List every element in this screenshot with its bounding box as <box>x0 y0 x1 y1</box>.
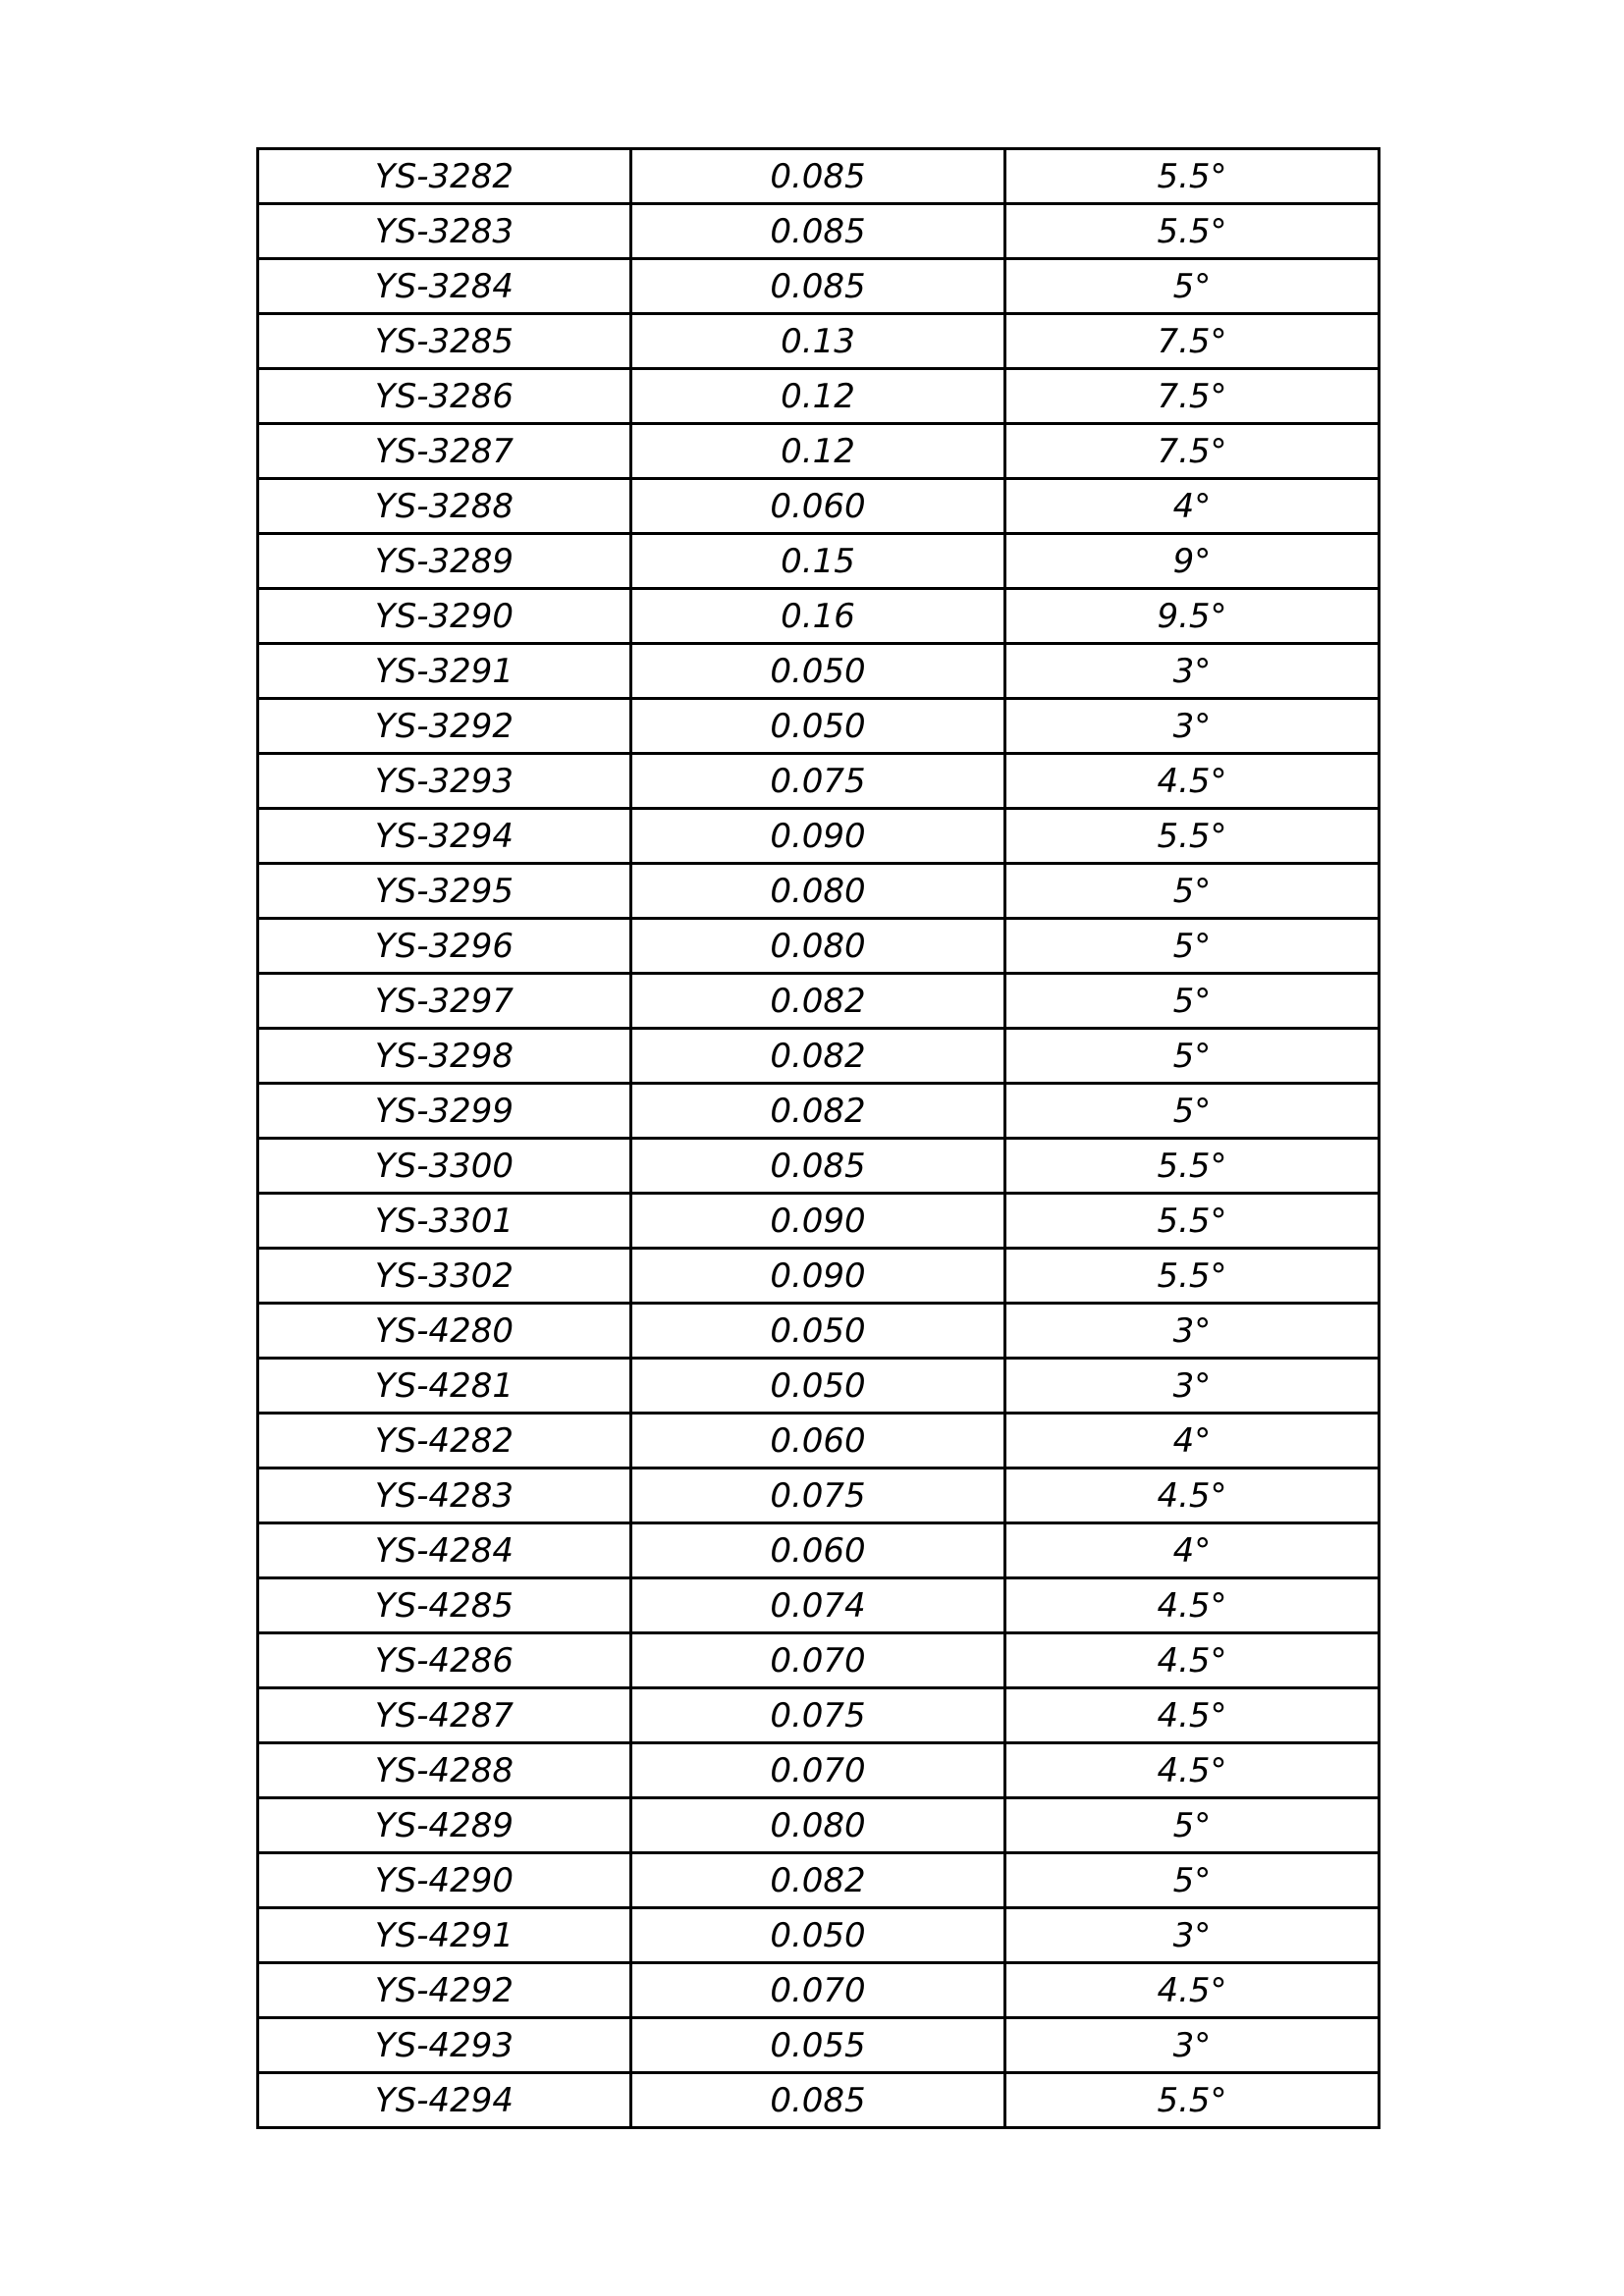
model-cell: YS-3299 <box>258 1084 631 1139</box>
table-row <box>258 1139 1380 1194</box>
table-row <box>258 754 1380 809</box>
table-row <box>258 1908 1380 1963</box>
model-cell: YS-3291 <box>258 644 631 699</box>
angle-cell: 4° <box>1005 1414 1380 1468</box>
angle-cell: 4.5° <box>1005 754 1380 809</box>
table-row <box>258 864 1380 919</box>
value-cell: 0.085 <box>631 149 1005 204</box>
angle-cell: 5.5° <box>1005 1194 1380 1249</box>
table-row <box>258 369 1380 424</box>
table-row <box>258 1633 1380 1688</box>
value-cell: 0.055 <box>631 2018 1005 2073</box>
table-row <box>258 1743 1380 1798</box>
angle-cell: 5.5° <box>1005 1139 1380 1194</box>
model-cell: YS-4291 <box>258 1908 631 1963</box>
model-cell: YS-4284 <box>258 1523 631 1578</box>
value-cell: 0.080 <box>631 864 1005 919</box>
table-row <box>258 1798 1380 1853</box>
model-cell: YS-4287 <box>258 1688 631 1743</box>
model-cell: YS-4294 <box>258 2073 631 2128</box>
value-cell: 0.080 <box>631 1798 1005 1853</box>
table-row <box>258 1578 1380 1633</box>
model-cell: YS-4285 <box>258 1578 631 1633</box>
table-row <box>258 2073 1380 2128</box>
angle-cell: 3° <box>1005 2018 1380 2073</box>
value-cell: 0.060 <box>631 479 1005 534</box>
angle-cell: 9° <box>1005 534 1380 589</box>
table-row <box>258 1414 1380 1468</box>
table-row <box>258 1963 1380 2018</box>
angle-cell: 7.5° <box>1005 314 1380 369</box>
table-row <box>258 699 1380 754</box>
angle-cell: 5.5° <box>1005 2073 1380 2128</box>
table-row <box>258 974 1380 1029</box>
value-cell: 0.075 <box>631 754 1005 809</box>
model-cell: YS-3297 <box>258 974 631 1029</box>
table-row <box>258 809 1380 864</box>
angle-cell: 4.5° <box>1005 1578 1380 1633</box>
angle-cell: 3° <box>1005 1908 1380 1963</box>
angle-cell: 5.5° <box>1005 204 1380 259</box>
model-cell: YS-3285 <box>258 314 631 369</box>
model-cell: YS-3296 <box>258 919 631 974</box>
model-cell: YS-4289 <box>258 1798 631 1853</box>
value-cell: 0.085 <box>631 204 1005 259</box>
model-cell: YS-4290 <box>258 1853 631 1908</box>
table-row <box>258 149 1380 204</box>
model-cell: YS-3294 <box>258 809 631 864</box>
table-row <box>258 1029 1380 1084</box>
value-cell: 0.090 <box>631 1194 1005 1249</box>
angle-cell: 7.5° <box>1005 369 1380 424</box>
value-cell: 0.085 <box>631 1139 1005 1194</box>
value-cell: 0.050 <box>631 1304 1005 1359</box>
value-cell: 0.070 <box>631 1743 1005 1798</box>
value-cell: 0.050 <box>631 1359 1005 1414</box>
table-body <box>258 149 1380 2128</box>
value-cell: 0.060 <box>631 1414 1005 1468</box>
value-cell: 0.070 <box>631 1633 1005 1688</box>
angle-cell: 3° <box>1005 1304 1380 1359</box>
angle-cell: 5° <box>1005 974 1380 1029</box>
value-cell: 0.082 <box>631 1853 1005 1908</box>
value-cell: 0.12 <box>631 369 1005 424</box>
table-row <box>258 1523 1380 1578</box>
table-row <box>258 534 1380 589</box>
angle-cell: 5.5° <box>1005 149 1380 204</box>
value-cell: 0.082 <box>631 974 1005 1029</box>
value-cell: 0.075 <box>631 1468 1005 1523</box>
angle-cell: 4.5° <box>1005 1633 1380 1688</box>
value-cell: 0.13 <box>631 314 1005 369</box>
value-cell: 0.070 <box>631 1963 1005 2018</box>
spec-table <box>256 147 1380 2129</box>
model-cell: YS-3298 <box>258 1029 631 1084</box>
table-row <box>258 1853 1380 1908</box>
value-cell: 0.050 <box>631 1908 1005 1963</box>
model-cell: YS-3282 <box>258 149 631 204</box>
model-cell: YS-4292 <box>258 1963 631 2018</box>
table-row <box>258 2018 1380 2073</box>
table-row <box>258 1688 1380 1743</box>
table-row <box>258 1359 1380 1414</box>
model-cell: YS-4280 <box>258 1304 631 1359</box>
model-cell: YS-3301 <box>258 1194 631 1249</box>
table-row <box>258 424 1380 479</box>
value-cell: 0.074 <box>631 1578 1005 1633</box>
model-cell: YS-4293 <box>258 2018 631 2073</box>
model-cell: YS-3286 <box>258 369 631 424</box>
model-cell: YS-3284 <box>258 259 631 314</box>
angle-cell: 5.5° <box>1005 809 1380 864</box>
angle-cell: 5° <box>1005 1853 1380 1908</box>
model-cell: YS-3288 <box>258 479 631 534</box>
angle-cell: 4.5° <box>1005 1963 1380 2018</box>
value-cell: 0.060 <box>631 1523 1005 1578</box>
table-row <box>258 1468 1380 1523</box>
angle-cell: 5° <box>1005 864 1380 919</box>
model-cell: YS-4286 <box>258 1633 631 1688</box>
value-cell: 0.050 <box>631 644 1005 699</box>
value-cell: 0.050 <box>631 699 1005 754</box>
table-row <box>258 314 1380 369</box>
value-cell: 0.085 <box>631 259 1005 314</box>
value-cell: 0.075 <box>631 1688 1005 1743</box>
model-cell: YS-4283 <box>258 1468 631 1523</box>
table-row <box>258 204 1380 259</box>
table-row <box>258 919 1380 974</box>
angle-cell: 4.5° <box>1005 1743 1380 1798</box>
value-cell: 0.15 <box>631 534 1005 589</box>
angle-cell: 4.5° <box>1005 1468 1380 1523</box>
angle-cell: 5.5° <box>1005 1249 1380 1304</box>
value-cell: 0.12 <box>631 424 1005 479</box>
model-cell: YS-3293 <box>258 754 631 809</box>
model-cell: YS-3292 <box>258 699 631 754</box>
angle-cell: 5° <box>1005 1798 1380 1853</box>
angle-cell: 4° <box>1005 479 1380 534</box>
angle-cell: 4.5° <box>1005 1688 1380 1743</box>
angle-cell: 5° <box>1005 1029 1380 1084</box>
model-cell: YS-3289 <box>258 534 631 589</box>
table-row <box>258 1194 1380 1249</box>
model-cell: YS-3283 <box>258 204 631 259</box>
table-row <box>258 479 1380 534</box>
model-cell: YS-4281 <box>258 1359 631 1414</box>
angle-cell: 4° <box>1005 1523 1380 1578</box>
value-cell: 0.16 <box>631 589 1005 644</box>
angle-cell: 3° <box>1005 644 1380 699</box>
model-cell: YS-4282 <box>258 1414 631 1468</box>
angle-cell: 5° <box>1005 259 1380 314</box>
model-cell: YS-3302 <box>258 1249 631 1304</box>
value-cell: 0.080 <box>631 919 1005 974</box>
angle-cell: 3° <box>1005 699 1380 754</box>
table-row <box>258 1249 1380 1304</box>
value-cell: 0.090 <box>631 1249 1005 1304</box>
table-row <box>258 644 1380 699</box>
value-cell: 0.082 <box>631 1084 1005 1139</box>
angle-cell: 7.5° <box>1005 424 1380 479</box>
angle-cell: 5° <box>1005 919 1380 974</box>
model-cell: YS-4288 <box>258 1743 631 1798</box>
model-cell: YS-3287 <box>258 424 631 479</box>
value-cell: 0.085 <box>631 2073 1005 2128</box>
table-row <box>258 1304 1380 1359</box>
model-cell: YS-3290 <box>258 589 631 644</box>
angle-cell: 5° <box>1005 1084 1380 1139</box>
table-row <box>258 259 1380 314</box>
angle-cell: 9.5° <box>1005 589 1380 644</box>
value-cell: 0.082 <box>631 1029 1005 1084</box>
model-cell: YS-3295 <box>258 864 631 919</box>
table-row <box>258 1084 1380 1139</box>
value-cell: 0.090 <box>631 809 1005 864</box>
model-cell: YS-3300 <box>258 1139 631 1194</box>
angle-cell: 3° <box>1005 1359 1380 1414</box>
table-row <box>258 589 1380 644</box>
